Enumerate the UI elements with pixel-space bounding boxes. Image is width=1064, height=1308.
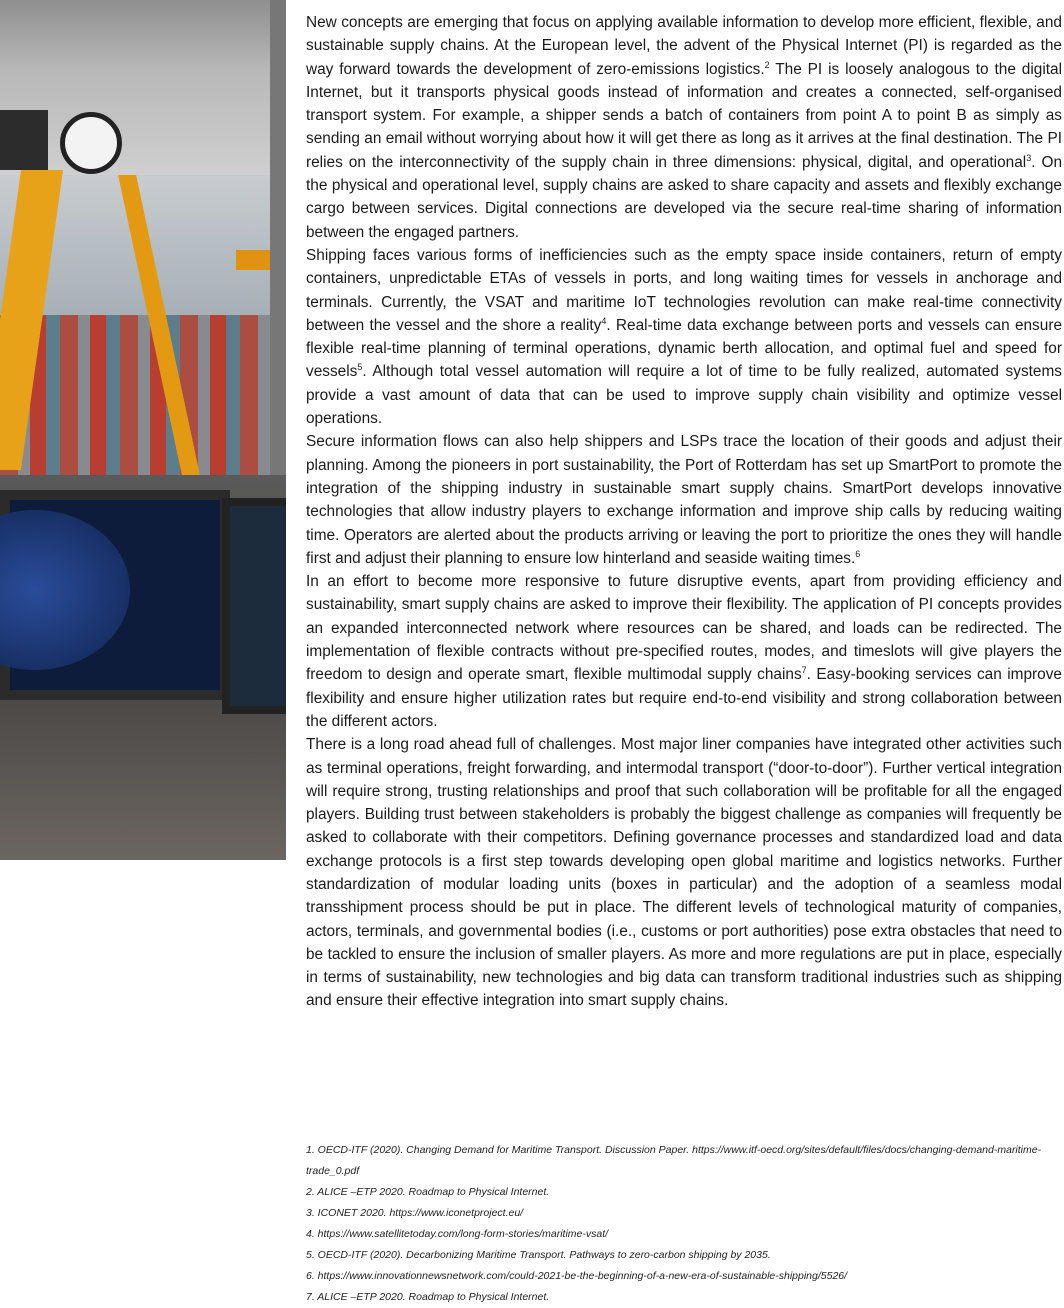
footnote-ref: 3 (1026, 152, 1032, 163)
footnote-5: 5. OECD-ITF (2020). Decarbonizing Maritime Transport. Pathways to zero-carbon shipping by 2035. (306, 1249, 771, 1261)
footnote-6: 6. https://www.innovationnewsnetwork.com/could-2021-be-the-beginning-of-a-new-era-of-sustainable-shipping/5526/ (306, 1270, 848, 1282)
paragraph-5: There is a long road ahead full of challenges. Most major liner companies have integrated other activities such as terminal operations, freight forwarding, and intermodal transport (“door-to-door”). Further vertical integration will require strong, trusting relationships and proof that such collaboration will be profitable for all the engaged players. Building trust between stakeholders is probably the biggest challenge as companies will frequently be asked to collaborate with their competitors. Defining governance processes and standardized load and data exchange protocols is a first step towards developing open global maritime and logistics networks. Further standardization of modular loading units (boxes in particular) and the adoption of a seamless modal transshipment process should be put in place. The different levels of technological maturity of companies, actors, terminals, and governmental bodies (i.e., customs or port authorities) pose extra obstacles that need to be tackled to ensure the inclusion of smaller players. As more and more regulations are put in place, especially in terms of sustainability, new technologies and big data can transform traditional industries such as shipping and ensure their effective integration into smart supply chains. (306, 736, 1062, 1010)
footnote-ref: 6 (855, 548, 861, 559)
footnote-ref: 5 (357, 362, 363, 373)
footnote-7: 7. ALICE –ETP 2020. Roadmap to Physical Internet. (306, 1291, 550, 1303)
paragraph-2: Shipping faces various forms of inefficiencies such as the empty space inside containers, return of empty containers, unpredictable ETAs of vessels in ports, and long waiting times for vessels in anchorage and terminals. Currently, the VSAT and maritime IoT technologies revolution can make real-time connectivity between the vessel and the shore a reality$^4$. Real-time data exchange between ports and vessels can ensure flexible real-time planning of terminal operations, dynamic berth allocation, and optimal fuel and speed for vessels$^5$. Although total vessel automation will require a lot of time to be fully realized, automated systems provide a vast amount of data that can be used to improve supply chain visibility and optimize vessel operations. (306, 246, 1063, 428)
footnotes (306, 1140, 1046, 1308)
instrument-panel (0, 110, 48, 170)
paragraph-1: New concepts are emerging that focus on applying available information to develop more efficient, flexible, and sustainable supply chains. At the European level, the advent of the Physical Internet (PI) is regarded as the way forward towards the development of zero-emissions logistics.$^2$ The PI is loosely analogous to the digital Internet, but it transports physical goods instead of information and creates a connected, self-organised transport system. For example, a shipper sends a batch of containers from point A to point B as simply as sending an email without worrying about how it will get there as long as it arrives at the final destination. The PI relies on the interconnectivity of the supply chain in three dimensions: physical, digital, and operational$^3$. On the physical and operational level, supply chains are asked to share capacity and assets and flexibly exchange cargo between services. Digital connections are developed via the secure real-time sharing of information between the engaged partners. (306, 14, 1063, 241)
clock-icon (60, 112, 122, 174)
container-yard (0, 315, 286, 475)
paragraph-4: In an effort to become more responsive to future disruptive events, apart from providing efficiency and sustainability, smart supply chains are asked to improve their flexibility. The application of PI concepts provides an expanded interconnected network where resources can be shared, and loads can be redirected. The implementation of flexible contracts without pre-specified routes, modes, and timeslots will give players the freedom to design and operate smart, flexible multimodal supply chains$^7$. Easy-booking services can improve flexibility and ensure higher utilization rates but require end-to-end visibility and strong collaboration between the different actors. (306, 573, 1062, 730)
footnote-2: 2. ALICE –ETP 2020. Roadmap to Physical Internet. (306, 1186, 550, 1198)
navigation-screen (222, 498, 286, 714)
footnote-ref: 7 (801, 665, 807, 676)
footnote-ref: 2 (764, 59, 770, 70)
footnote-1: 1. OECD-ITF (2020). Changing Demand for Maritime Transport. Discussion Paper. https://www.itf-oecd.org/sites/default/files/docs/changing-demand-maritime-trade_0.pdf (306, 1144, 1042, 1177)
ship-bridge-photo (0, 0, 286, 860)
paragraph-3: Secure information flows can also help shippers and LSPs trace the location of their goods and adjust their planning. Among the pioneers in port sustainability, the Port of Rotterdam has set up SmartPort to promote the integration of the shipping industry in sustainable smart supply chains. SmartPort develops innovative technologies that allow industry players to exchange information and improve ship calls by reducing waiting time. Operators are alerted about the products arriving or leaving the port to prioritize the ones they will handle first and adjust their planning to ensure low hinterland and seaside waiting times.$^6$ (306, 433, 1062, 567)
footnote-ref: 4 (601, 315, 607, 326)
article-body (306, 11, 1062, 1013)
footnote-3: 3. ICONET 2020. https://www.iconetproject.eu/ (306, 1207, 524, 1219)
footnote-4: 4. https://www.satellitetoday.com/long-form-stories/maritime-vsat/ (306, 1228, 609, 1240)
